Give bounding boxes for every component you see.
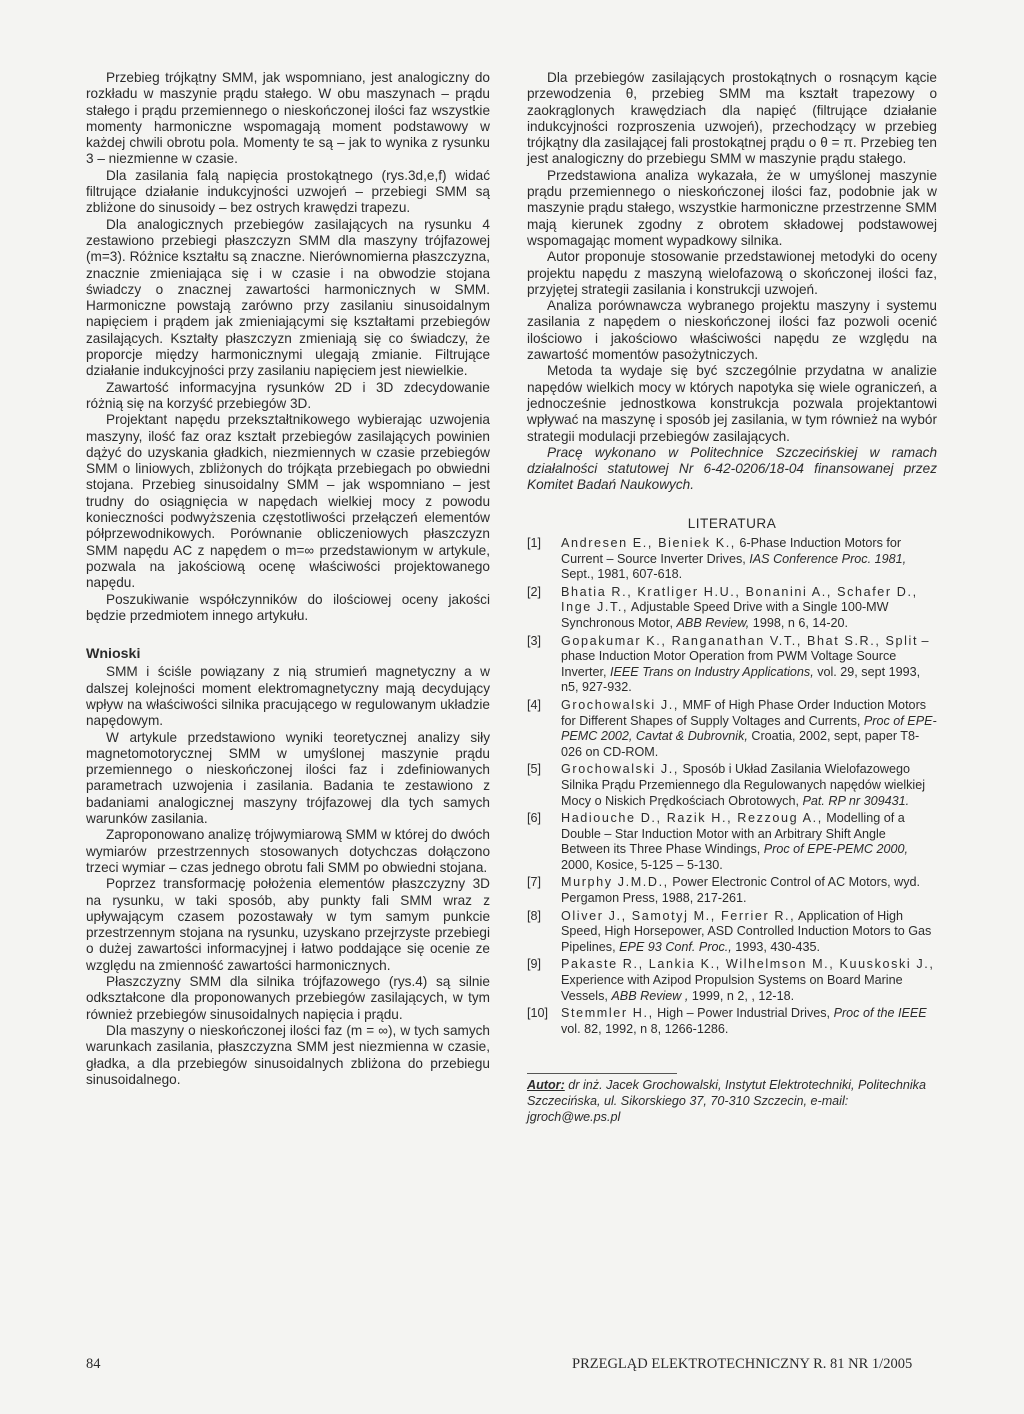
reference-details: 2000, Kosice, 5-125 – 5-130. bbox=[561, 857, 723, 872]
reference-title: Application of High Speed, High Horsepower, ASD Controlled Induction Motors to Gas Pipelines, bbox=[561, 908, 932, 954]
reference-title: Adjustable Speed Drive with a Single 100-MW Synchronous Motor, bbox=[561, 600, 889, 630]
reference-title: Experience with Azipod Propulsion Systems on Board Marine Vessels, bbox=[561, 973, 903, 1003]
paragraph: Płaszczyzny SMM dla silnika trójfazowego (rys.4) są silnie odkształcone dla proponowanych przebiegów zasilających, w tym również przebiegów sinusoidalnych napięcia i prądu. bbox=[86, 974, 490, 1022]
reference-details: Croatia, 2002, sept, paper T8-026 on CD-ROM. bbox=[561, 729, 920, 759]
reference-item bbox=[527, 1006, 937, 1037]
reference-authors: Gopakumar K., Ranganathan V.T., Bhat S.R., Split bbox=[561, 633, 919, 648]
reference-venue: Proc of the IEEE bbox=[833, 1006, 927, 1021]
reference-authors: Murphy J.M.D., bbox=[561, 875, 669, 890]
reference-item bbox=[527, 585, 937, 632]
page-number: 84 bbox=[86, 1356, 101, 1372]
journal-footer: PRZEGLĄD ELEKTROTECHNICZNY R. 81 NR 1/2005 bbox=[572, 1356, 913, 1372]
reference-title: 6-Phase Induction Motors for Current – Source Inverter Drives, bbox=[561, 536, 902, 566]
reference-authors: Oliver J., Samotyj M., Ferrier R., bbox=[561, 908, 796, 923]
section-heading-wnioski: Wnioski bbox=[86, 646, 141, 663]
reference-item bbox=[527, 536, 937, 583]
reference-title: – phase Induction Motor Operation from PWM Voltage Source Inverter, bbox=[561, 633, 929, 679]
reference-venue: IAS Conference Proc. 1981, bbox=[749, 551, 907, 566]
reference-venue: Proc of EPE-PEMC 2002, Cavtat & Dubrovnik, bbox=[561, 713, 937, 744]
reference-details: vol. 82, 1992, n 8, 1266-1286. bbox=[561, 1021, 729, 1036]
reference-number: [5] bbox=[527, 762, 542, 777]
reference-authors: Grochowalski J., bbox=[561, 762, 679, 777]
reference-venue: ABB Review , bbox=[611, 988, 689, 1003]
reference-number: [9] bbox=[527, 957, 542, 972]
paragraph: Projektant napędu przekształtnikowego wybierając uzwojenia maszyny, ilość faz oraz kształt przebiegów zasilających powinien dążyć do uzyskania gładkich, niezmiennych w czasie przebiegów SMM o liniowych, zbliżonych do trójkąta przebiegach po obwiedni stojana. Przebieg sinusoidalny SMM – jak wspomniano – jest trudny do osiągnięcia w napędach wielkiej mocy z powodu konieczności podwyższenia częstotliwości przełączeń elementów półprzewodnikowych. Porównanie obliczeniowych płaszczyzn SMM napędu AC z napędem o m=∞ przedstawionym w artykule, pozwala na jakościową ocenę właściwości projektowanego napędu. bbox=[86, 412, 490, 591]
reference-details: Sept., 1981, 607-618. bbox=[561, 567, 683, 582]
reference-authors: Bhatia R., Kratliger H.U., Bonanini A., Schafer D., Inge J.T., bbox=[561, 584, 918, 615]
paragraph: Przedstawiona analiza wykazała, że w umyślonej maszynie prądu przemiennego o nieskończonej ilości faz, podobnie jak w maszynie prądu stałego, wszystkie harmoniczne przestrzenne SMM mają kierunek zgodny z obrotem składowej podstawowej wspomagając moment wypadkowy silnika. bbox=[527, 167, 937, 248]
acknowledgement: Pracę wykonano w Politechnice Szczecińskiej w ramach działalności statutowej Nr 6-42-0206/18-04 finansowanej przez Komitet Badań Naukowych. bbox=[527, 444, 937, 493]
reference-number: [3] bbox=[527, 633, 542, 648]
reference-authors: Pakaste R., Lankia K., Wilhelmson M., Kuuskoski J., bbox=[561, 957, 935, 972]
reference-number: [6] bbox=[527, 811, 542, 826]
reference-authors: Hadiouche D., Razik H., Rezzoug A., bbox=[561, 811, 823, 826]
reference-item bbox=[527, 875, 937, 906]
reference-authors: Stemmler H., bbox=[561, 1006, 654, 1021]
reference-number: [4] bbox=[527, 697, 542, 712]
reference-details: 1998, n 6, 14-20. bbox=[749, 615, 849, 630]
reference-item bbox=[527, 634, 937, 696]
reference-title: Power Electronic Control of AC Motors, wyd. Pergamon Press, 1988, 217-261. bbox=[561, 875, 921, 906]
paragraph: SMM i ściśle powiązany z nią strumień magnetyczny a w dalszej kolejności moment elektromagnetyczny mają decydujący wpływ na właściwości silnika pracującego w regulowanym układzie napędowym. bbox=[86, 664, 490, 729]
reference-title: High – Power Industrial Drives, bbox=[653, 1006, 834, 1021]
reference-details: vol. 29, sept 1993, n5, 927-932. bbox=[561, 664, 921, 695]
reference-item bbox=[527, 811, 937, 873]
paragraph: Analiza porównawcza wybranego projektu maszyny i systemu zasilania z napędem o nieskończonej ilości faz pozwoli ocenić ilościowo i jakościowo właściwości napędu ze względu na zawartość momentów pasożytniczych. bbox=[527, 298, 937, 363]
reference-number: [10] bbox=[527, 1006, 549, 1021]
author-details: dr inż. Jacek Grochowalski, Instytut Elektrotechniki, Politechnika Szczecińska, ul. Sikorskiego 37, 70-310 Szczecin, e-mail: jgroch@we.ps.pl bbox=[527, 1078, 926, 1124]
paragraph: Zaproponowano analizę trójwymiarową SMM w której do dwóch wymiarów przestrzennych stosowanych dotychczas dołączono trzeci wymiar – czas jednego obrotu fali SMM po obwiedni stojana. bbox=[86, 827, 490, 875]
author-divider bbox=[527, 1073, 677, 1074]
reference-venue: EPE 93 Conf. Proc., bbox=[619, 939, 732, 954]
reference-title: MMF of High Phase Order Induction Motors for Different Shapes of Supply Voltages and Currents, bbox=[561, 697, 927, 728]
reference-number: [8] bbox=[527, 908, 542, 923]
reference-number: [1] bbox=[527, 536, 542, 551]
paragraph: Poszukiwanie współczynników do ilościowej oceny jakości będzie przedmiotem innego artykułu. bbox=[86, 591, 490, 623]
reference-venue: ABB Review, bbox=[676, 615, 750, 630]
paragraph: Dla zasilania falą napięcia prostokątnego (rys.3d,e,f) widać filtrujące działanie indukcyjności uzwojeń – przebiegi SMM są zbliżone do sinusoidy – bez ostrych krawędzi trapezu. bbox=[86, 167, 490, 216]
literature-heading: LITERATURA bbox=[687, 515, 777, 531]
reference-item bbox=[527, 957, 937, 1004]
paragraph: Dla analogicznych przebiegów zasilających na rysunku 4 zestawiono przebiegi płaszczyzn SMM dla maszyny trójfazowej (m=3). Różnice kształtu są znaczne. Nierównomierna płaszczyzna, znacznie zmieniająca się i w czasie i na obwodzie stojana świadczy o znacznej zawartości harmonicznych w SMM. Harmoniczne powstają zarówno przy zasilaniu sinusoidalnym napięciem i prądem jak zmieniającymi się kształtami przebiegów zasilających. Kształty płaszczyzn zmieniają się co świadczy, że proporcje między harmonicznymi ulegają zmianie. Filtrujące działanie indukcyjności przy zasilaniu napięciem jest niewielkie. bbox=[86, 216, 490, 379]
author-label: Autor: bbox=[527, 1078, 565, 1093]
right-column bbox=[527, 70, 937, 1125]
left-column bbox=[86, 70, 490, 1088]
paragraph: Przebieg trójkątny SMM, jak wspomniano, jest analogiczny do rozkładu w maszynie prądu stałego. W obu maszynach – prądu stałego i prądu przemiennego o nieskończonej ilości faz wszystkie momenty harmoniczne wspomagają moment podstawowy w każdej chwili obrotu pola. Momenty te są – jak to wynika z rysunku 3 – niezmienne w czasie. bbox=[86, 70, 490, 167]
reference-details: 1999, n 2, , 12-18. bbox=[688, 988, 795, 1003]
reference-venue: IEEE Trans on Industry Applications, bbox=[610, 664, 814, 679]
paragraph: Poprzez transformację położenia elementów płaszczyzny 3D na rysunku, w taki sposób, aby punkty fali SMM wraz z upływającym czasem pozostawały w tym samym punkcie przestrzennym stojana na rysunku, uzyskano przejrzyste przebiegi o dużej zawartości informacyjnej i łatwo poddające się ocenie ze względu na zmienność zawartości harmonicznych. bbox=[86, 876, 490, 973]
author-note bbox=[527, 1073, 937, 1125]
reference-venue: Pat. RP nr 309431. bbox=[802, 793, 910, 808]
paragraph: Autor proponuje stosowanie przedstawionej metodyki do oceny projektu napędu z maszyną wielofazową o skończonej ilości faz, przyjętej strategii zasilania i konstrukcji uzwojeń. bbox=[527, 249, 937, 297]
reference-details: 1993, 430-435. bbox=[731, 939, 821, 954]
paragraph: Metoda ta wydaje się być szczególnie przydatna w analizie napędów wielkich mocy w których napotyka się wiele ograniczeń, a jednocześnie jednostkowa konstrukcja pozwala projektantowi wpływać na maszynę i sposób jej zasilania, w tym również na wybór strategii modulacji przebiegów zasilających. bbox=[527, 363, 937, 444]
paragraph: Dla maszyny o nieskończonej ilości faz (m = ∞), w tych samych warunkach zasilania, płaszczyzna SMM jest niezmienna w czasie, gładka, a dla przebiegów sinusoidalnych zbliżona do przebiegu sinusoidalnego. bbox=[86, 1022, 490, 1087]
reference-item bbox=[527, 909, 937, 956]
reference-venue: Proc of EPE-PEMC 2000, bbox=[763, 842, 908, 857]
reference-number: [2] bbox=[527, 584, 542, 599]
reference-item bbox=[527, 698, 937, 760]
reference-title: Modelling of a Double – Star Induction Motor with an Arbitrary Shift Angle Between its Three Phase Windings, bbox=[561, 811, 905, 857]
reference-list bbox=[527, 536, 937, 1037]
reference-item bbox=[527, 762, 937, 809]
reference-number: [7] bbox=[527, 875, 542, 890]
paragraph: Zawartość informacyjna rysunków 2D i 3D zdecydowanie różnią się na korzyść przebiegów 3D. bbox=[86, 379, 490, 411]
paragraph: W artykule przedstawiono wyniki teoretycznej analizy siły magnetomotorycznej SMM w umyślonej maszynie prądu przemiennego o nieskończonej ilości faz i zdefiniowanych parametrach uzwojenia i zasilania. Badania te zestawiono z badaniami analogicznej maszyny trójfazowej dla tych samych warunków zasilania. bbox=[86, 729, 490, 827]
reference-authors: Grochowalski J., bbox=[561, 697, 679, 712]
reference-authors: Andresen E., Bieniek K., bbox=[561, 536, 736, 551]
reference-title: Sposób i Układ Zasilania Wielofazowego Silnika Prądu Przemiennego dla Regulowanych napędów wielkiej Mocy o Niskich Prędkościach Obrotowych, bbox=[561, 762, 926, 808]
paragraph: Dla przebiegów zasilających prostokątnych o rosnącym kącie przewodzenia θ, przebieg SMM ma kształt trapezowy o zaokrąglonych krawędziach dla napięć (filtrujące działanie indukcyjności rozproszenia uzwojeń), przechodzący w przebieg trójkątny dla zasilającej fali prostokątnej prądu o θ = π. Przebieg ten jest analogiczny do przebiegu SMM w maszynie prądu stałego. bbox=[527, 70, 937, 167]
